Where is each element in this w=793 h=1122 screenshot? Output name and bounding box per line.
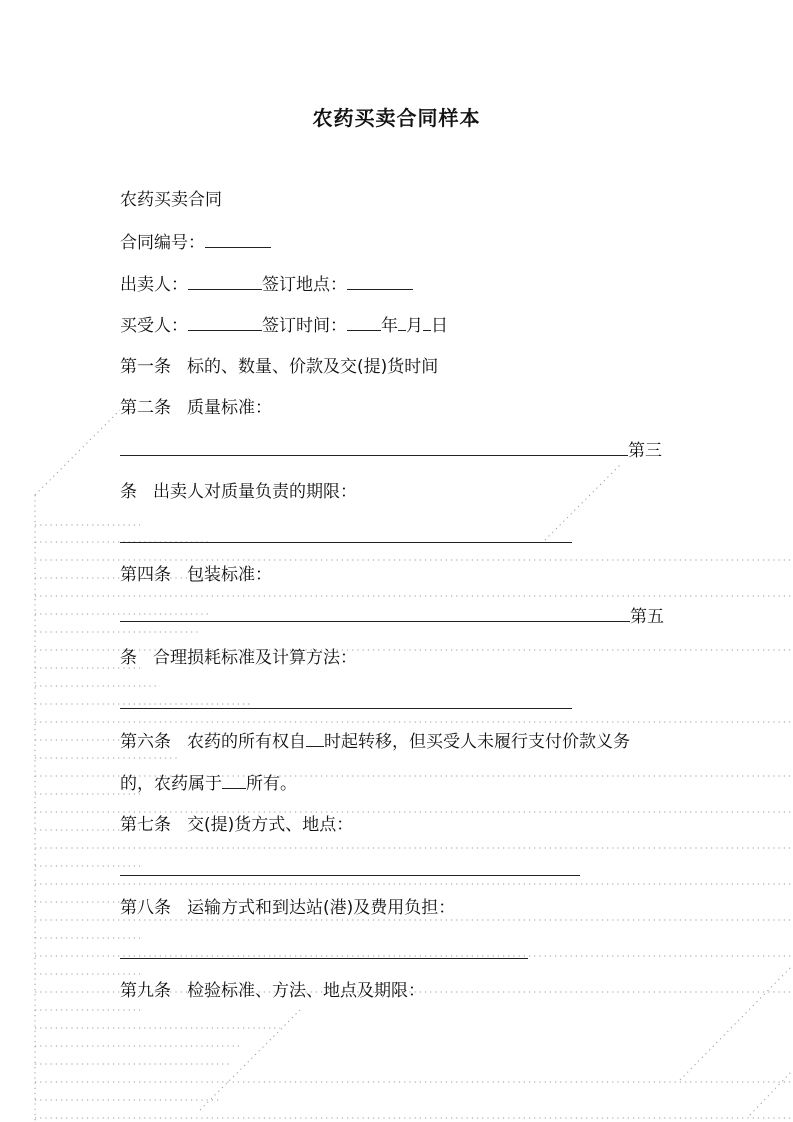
article-6-text-a: 农药的所有权自 <box>187 732 306 752</box>
article-7 <box>120 813 353 837</box>
article-6-text-d: 所有。 <box>246 774 297 794</box>
sign-place-blank <box>347 272 413 290</box>
article-2-fill-line <box>120 438 662 463</box>
ownership-party-blank <box>222 771 246 789</box>
buyer-label: 买受人： <box>120 316 188 336</box>
article-1-number: 第一条 <box>120 357 171 377</box>
article-9-text: 检验标准、方法、地点及期限： <box>187 981 425 1001</box>
article-4-fill-line <box>120 604 664 629</box>
month-blank <box>398 313 406 331</box>
article-6 <box>120 729 630 754</box>
article-2-blank <box>120 438 628 456</box>
article-3-blank <box>120 542 572 543</box>
article-6-number: 第六条 <box>120 732 171 752</box>
article-6-text-c: 的，农药属于 <box>120 774 222 794</box>
contract-subtitle: 农药买卖合同 <box>120 190 222 210</box>
contract-number-blank <box>205 230 271 248</box>
document-title: 农药买卖合同样本 <box>312 106 481 130</box>
article-9 <box>120 979 425 1003</box>
article-5-number-start: 第五 <box>630 607 664 627</box>
sign-time-label: 签订时间： <box>262 316 347 336</box>
article-5-number-end: 条 <box>120 648 137 668</box>
article-2-text: 质量标准： <box>187 398 272 418</box>
article-5-text: 合理损耗标准及计算方法： <box>153 648 357 668</box>
article-1 <box>120 355 438 379</box>
article-3 <box>120 480 357 504</box>
year-label: 年 <box>381 316 398 336</box>
article-2 <box>120 396 272 420</box>
buyer-line <box>120 313 448 338</box>
article-7-number: 第七条 <box>120 815 171 835</box>
article-8 <box>120 896 455 920</box>
article-4-number: 第四条 <box>120 565 171 585</box>
contract-number-label: 合同编号： <box>120 233 205 253</box>
article-6-continued <box>120 771 297 796</box>
article-4 <box>120 563 272 587</box>
article-3-text: 出卖人对质量负责的期限： <box>153 482 357 502</box>
article-4-blank <box>120 604 630 622</box>
article-7-text: 交(提)货方式、地点： <box>187 815 354 835</box>
article-8-number: 第八条 <box>120 898 171 918</box>
year-blank <box>347 313 381 331</box>
buyer-blank <box>188 313 262 331</box>
article-8-text: 运输方式和到达站(港)及费用负担： <box>187 898 456 918</box>
article-5-blank <box>120 708 572 709</box>
article-9-number: 第九条 <box>120 981 171 1001</box>
contract-number-line <box>120 230 271 255</box>
article-4-text: 包装标准： <box>187 565 272 585</box>
month-label: 月 <box>406 316 423 336</box>
seller-blank <box>188 272 262 290</box>
ownership-time-blank <box>306 729 324 747</box>
article-1-text: 标的、数量、价款及交(提)货时间 <box>187 357 439 377</box>
day-label: 日 <box>431 316 448 336</box>
article-5 <box>120 646 357 670</box>
article-7-blank <box>120 875 580 876</box>
article-6-text-b: 时起转移，但买受人未履行支付价款义务 <box>324 732 630 752</box>
article-2-number: 第二条 <box>120 398 171 418</box>
seller-label: 出卖人： <box>120 275 188 295</box>
sign-place-label: 签订地点： <box>262 275 347 295</box>
article-3-number-start: 第三 <box>628 441 662 461</box>
article-8-blank <box>120 958 528 959</box>
day-blank <box>423 313 431 331</box>
seller-line <box>120 272 413 297</box>
article-3-number-end: 条 <box>120 482 137 502</box>
